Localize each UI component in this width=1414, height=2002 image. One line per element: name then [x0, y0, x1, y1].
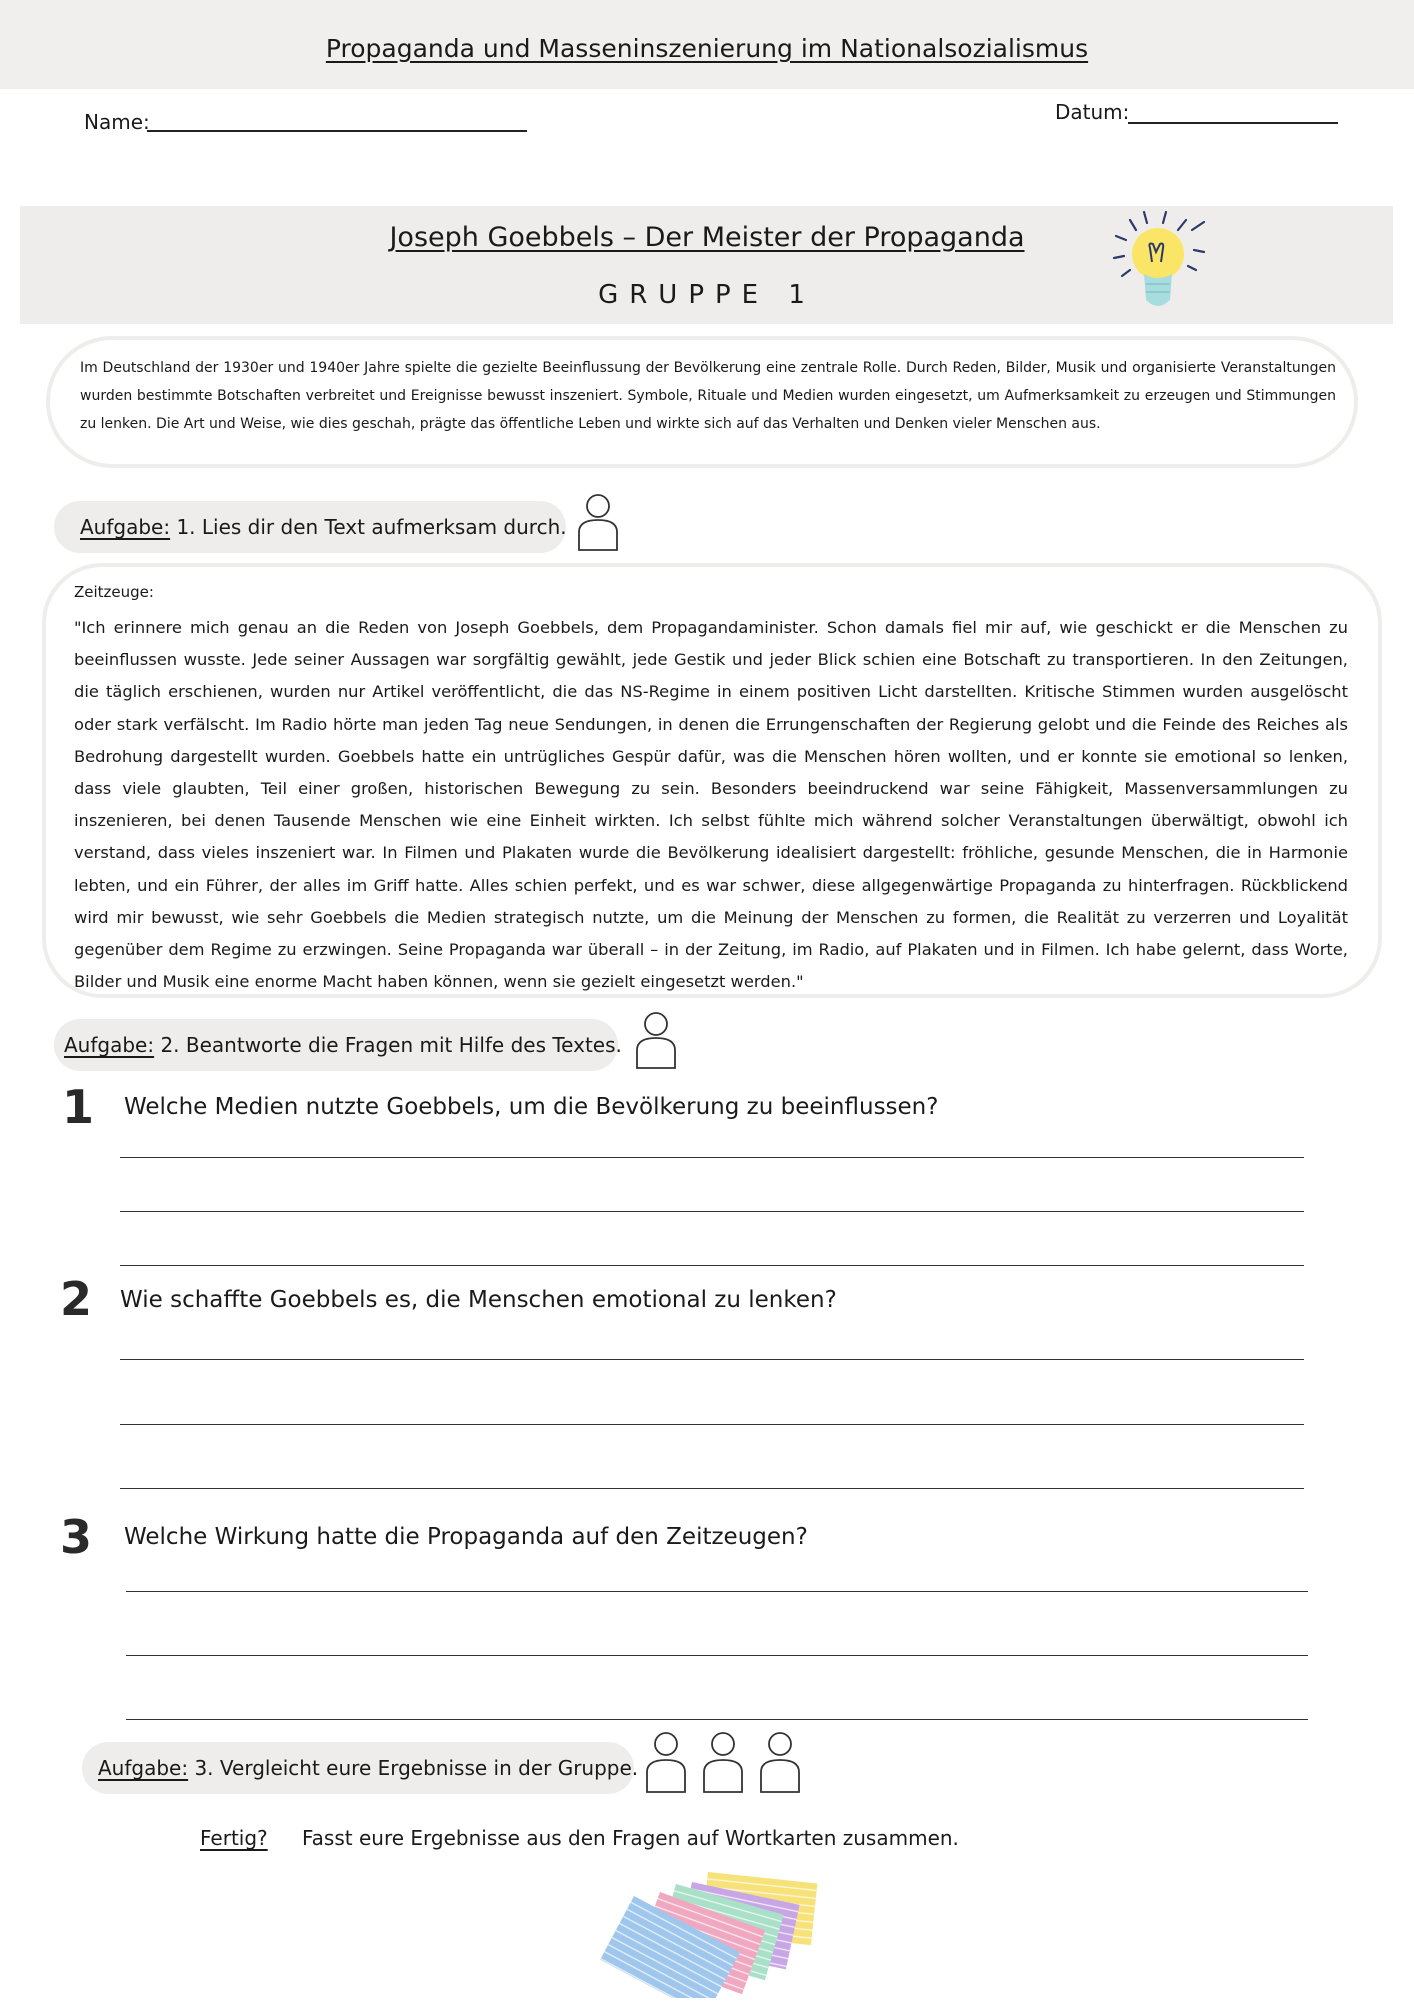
page-title: Propaganda und Masseninszenierung im Nationalsozialismus	[325, 34, 1089, 63]
person-icon	[576, 492, 620, 554]
answer-line[interactable]	[120, 1488, 1304, 1489]
group-label: GRUPPE 1	[598, 280, 816, 310]
task-2	[54, 1019, 622, 1071]
person-icon	[634, 1010, 678, 1072]
fertig-text: Fasst eure Ergebnisse aus den Fragen auf Wortkarten zusammen.	[302, 1826, 959, 1850]
answer-line[interactable]	[126, 1719, 1308, 1720]
question-3-text: Welche Wirkung hatte die Propaganda auf den Zeitzeugen?	[124, 1524, 808, 1550]
question-1-text: Welche Medien nutzte Goebbels, um die Bevölkerung zu beeinflussen?	[124, 1094, 939, 1120]
task-text: 2. Beantworte die Fragen mit Hilfe des Textes.	[154, 1033, 622, 1057]
witness-quote: "Ich erinnere mich genau an die Reden von Joseph Goebbels, dem Propagandaminister. Schon damals fiel mir auf, wie geschickt er die Menschen zu beeinflussen wusste. Jede seiner Aussagen war sorgfältig gewählt, jede Gestik und jeder Blick schien eine Botschaft zu transportieren. In den Zeitungen, die täglich erschienen, wurden nur Artikel veröffentlicht, die das NS-Regime in einem positiven Licht darstellten. Kritische Stimmen wurden ausgelöscht oder stark verfälscht. Im Radio hörte man jeden Tag neue Sendungen, in denen die Errungenschaften der Regierung gelobt und die Feinde des Reiches als Bedrohung dargestellt wurden. Goebbels hatte ein untrügliches Gespür dafür, was die Menschen hören wollten, und er konnte sie emotional so lenken, dass viele glaubten, Teil einer großen, historischen Bewegung zu sein. Besonders beeindruckend war seine Fähigkeit, Massenversammlungen zu inszenieren, bei denen Tausende Menschen wie eine Einheit wirkten. Ich selbst fühlte mich während solcher Veranstaltungen überwältigt, obwohl ich verstand, dass vieles inszeniert war. In Filmen und Plakaten wurde die Bevölkerung idealisiert dargestellt: fröhliche, gesunde Menschen, die in Harmonie lebten, und ein Führer, der alles im Griff hatte. Alles schien perfekt, und es war schwer, diese allgegenwärtige Propaganda zu hinterfragen. Rückblickend wird mir bewusst, wie sehr Goebbels die Medien strategisch nutzte, um die Meinung der Menschen zu formen, die Realität zu verzerren und Loyalität gegenüber dem Regime zu erzwingen. Seine Propaganda war überall – in der Zeitung, im Radio, auf Plakaten und in Filmen. Ich habe gelernt, dass Worte, Bilder und Musik eine enorme Macht haben können, wenn sie gezielt eingesetzt werden."	[74, 618, 1348, 992]
date-label: Datum:	[1055, 100, 1130, 124]
answer-line[interactable]	[126, 1655, 1308, 1656]
group-icon	[644, 1730, 804, 1796]
question-2-number: 2	[60, 1272, 93, 1326]
answer-line[interactable]	[120, 1265, 1304, 1266]
task-text: 3. Vergleicht eure Ergebnisse in der Gruppe.	[188, 1756, 639, 1780]
question-2-text: Wie schaffte Goebbels es, die Menschen emotional zu lenken?	[120, 1287, 837, 1313]
answer-line[interactable]	[120, 1211, 1304, 1212]
lightbulb-icon	[1108, 208, 1218, 324]
index-cards-icon	[588, 1862, 828, 2002]
fertig-label: Fertig?	[200, 1826, 268, 1850]
task-text: 1. Lies dir den Text aufmerksam durch.	[170, 515, 567, 539]
name-field[interactable]	[147, 130, 527, 132]
answer-line[interactable]	[126, 1591, 1308, 1592]
answer-line[interactable]	[120, 1157, 1304, 1158]
answer-line[interactable]	[120, 1424, 1304, 1425]
question-1-number: 1	[62, 1080, 95, 1134]
task-3	[82, 1742, 639, 1794]
witness-label: Zeitzeuge:	[74, 583, 154, 601]
date-field[interactable]	[1128, 122, 1338, 124]
intro-text: Im Deutschland der 1930er und 1940er Jahre spielte die gezielte Beeinflussung der Bevölkerung eine zentrale Rolle. Durch Reden, Bilder, Musik und organisierte Veranstaltungen wurden bestimmte Botschaften verbreitet und Ereignisse bewusst inszeniert. Symbole, Rituale und Medien wurden eingesetzt, um Aufmerksamkeit zu erzeugen und Stimmungen zu lenken. Die Art und Weise, wie dies geschah, prägte das öffentliche Leben und wirkte sich auf das Verhalten und Denken vieler Menschen aus.	[80, 360, 1336, 432]
question-3-number: 3	[60, 1510, 93, 1564]
answer-line[interactable]	[120, 1359, 1304, 1360]
name-label: Name:	[84, 110, 150, 134]
task-1	[54, 501, 566, 553]
task-keyword: Aufgabe:	[64, 1033, 155, 1057]
task-keyword: Aufgabe:	[80, 515, 171, 539]
section-title: Joseph Goebbels – Der Meister der Propaganda	[389, 222, 1025, 253]
task-keyword: Aufgabe:	[98, 1756, 189, 1780]
